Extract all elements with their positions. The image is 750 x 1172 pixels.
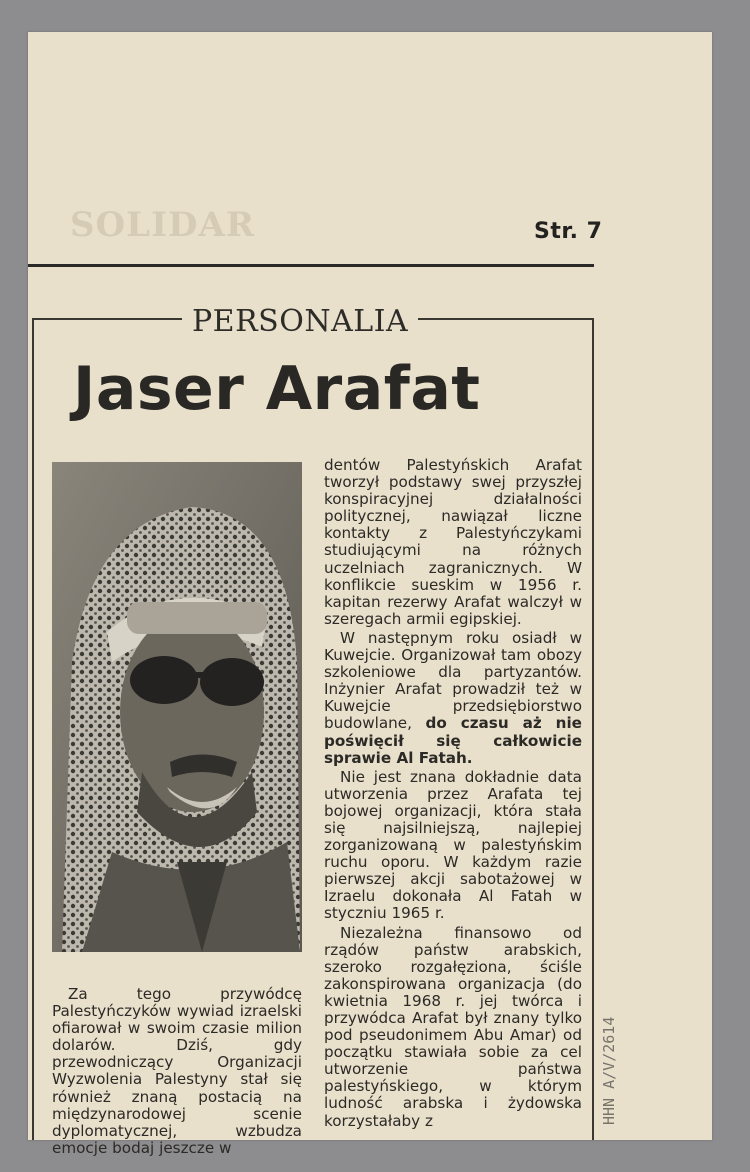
portrait-illustration [52,462,302,952]
page-number: Str. 7 [534,219,603,244]
right-paragraph-3: Nie jest znana dokładnie data utworzenia przez Arafata tej bojowej organizacji, która stała się najsilniejszą, najlepiej zorganizowaną w palestyńskim ruchu oporu. W każdym razie pierwszej akcji sabotażowej w Izraelu dokonała Al Fatah w styczniu 1965 r. [324,767,582,923]
right-paragraph-1: dentów Palestyńskich Arafat tworzył podstawy swej przyszłej konspiracyjnej działalności politycznej, nawiązał liczne kontakty z Palestyńczykami studiującymi na różnych uczelniach zagranicznych. W konflikcie sueskim w 1956 r. kapitan rezerwy Arafat walczył w szeregach armii egipskiej. [324,456,582,628]
header-rule [28,264,594,267]
archive-mark-text: HHN A/V/2614 [600,1016,618,1125]
section-label: PERSONALIA [192,304,409,339]
right-paragraph-4: Niezależna finansowo od rządów państw arabskich, szeroko rozgałęziona, ściśle zakonspirowana organizacja (do kwietnia 1968 r. jej twórca i przywódca Arafat był znany tylko pod pseudonimem Abu Amar) od początku stawiała sobie za cel utworzenie państwa palestyńskiego, w którym ludność arabska i żydowska korzystałaby z [324,923,582,1130]
article-headline: Jaser Arafat [73,354,481,424]
show-through-text: SOLIDAR [70,205,256,245]
section-label-wrap [182,304,418,339]
archive-mark [600,985,630,1125]
left-paragraph: Za tego przywódcę Palestyńczyków wywiad izraelski ofiarował w swoim czasie milion dolarów. Dziś, gdy przewodniczący Organizacji Wyzwolenia Palestyny stał się również znaną postacią na międzynarodowej scenie dyplomatycznej, wzbudza emocje bodaj jeszcze w [52,985,302,1157]
portrait-photo [52,462,302,952]
right-paragraph-2-text: W następnym roku osiadł w Kuwejcie. Organizował tam obozy szkoleniowe dla partyzantów. Inżynier Arafat prowadził też w Kuwejcie przedsiębiorstwo budowlane, [324,628,582,733]
right-column [324,457,582,1130]
right-paragraph-2-bold: do czasu aż nie poświęcił się całkowicie sprawie Al Fatah. [324,714,582,767]
left-column [52,985,302,1157]
right-paragraph-2 [324,630,582,767]
